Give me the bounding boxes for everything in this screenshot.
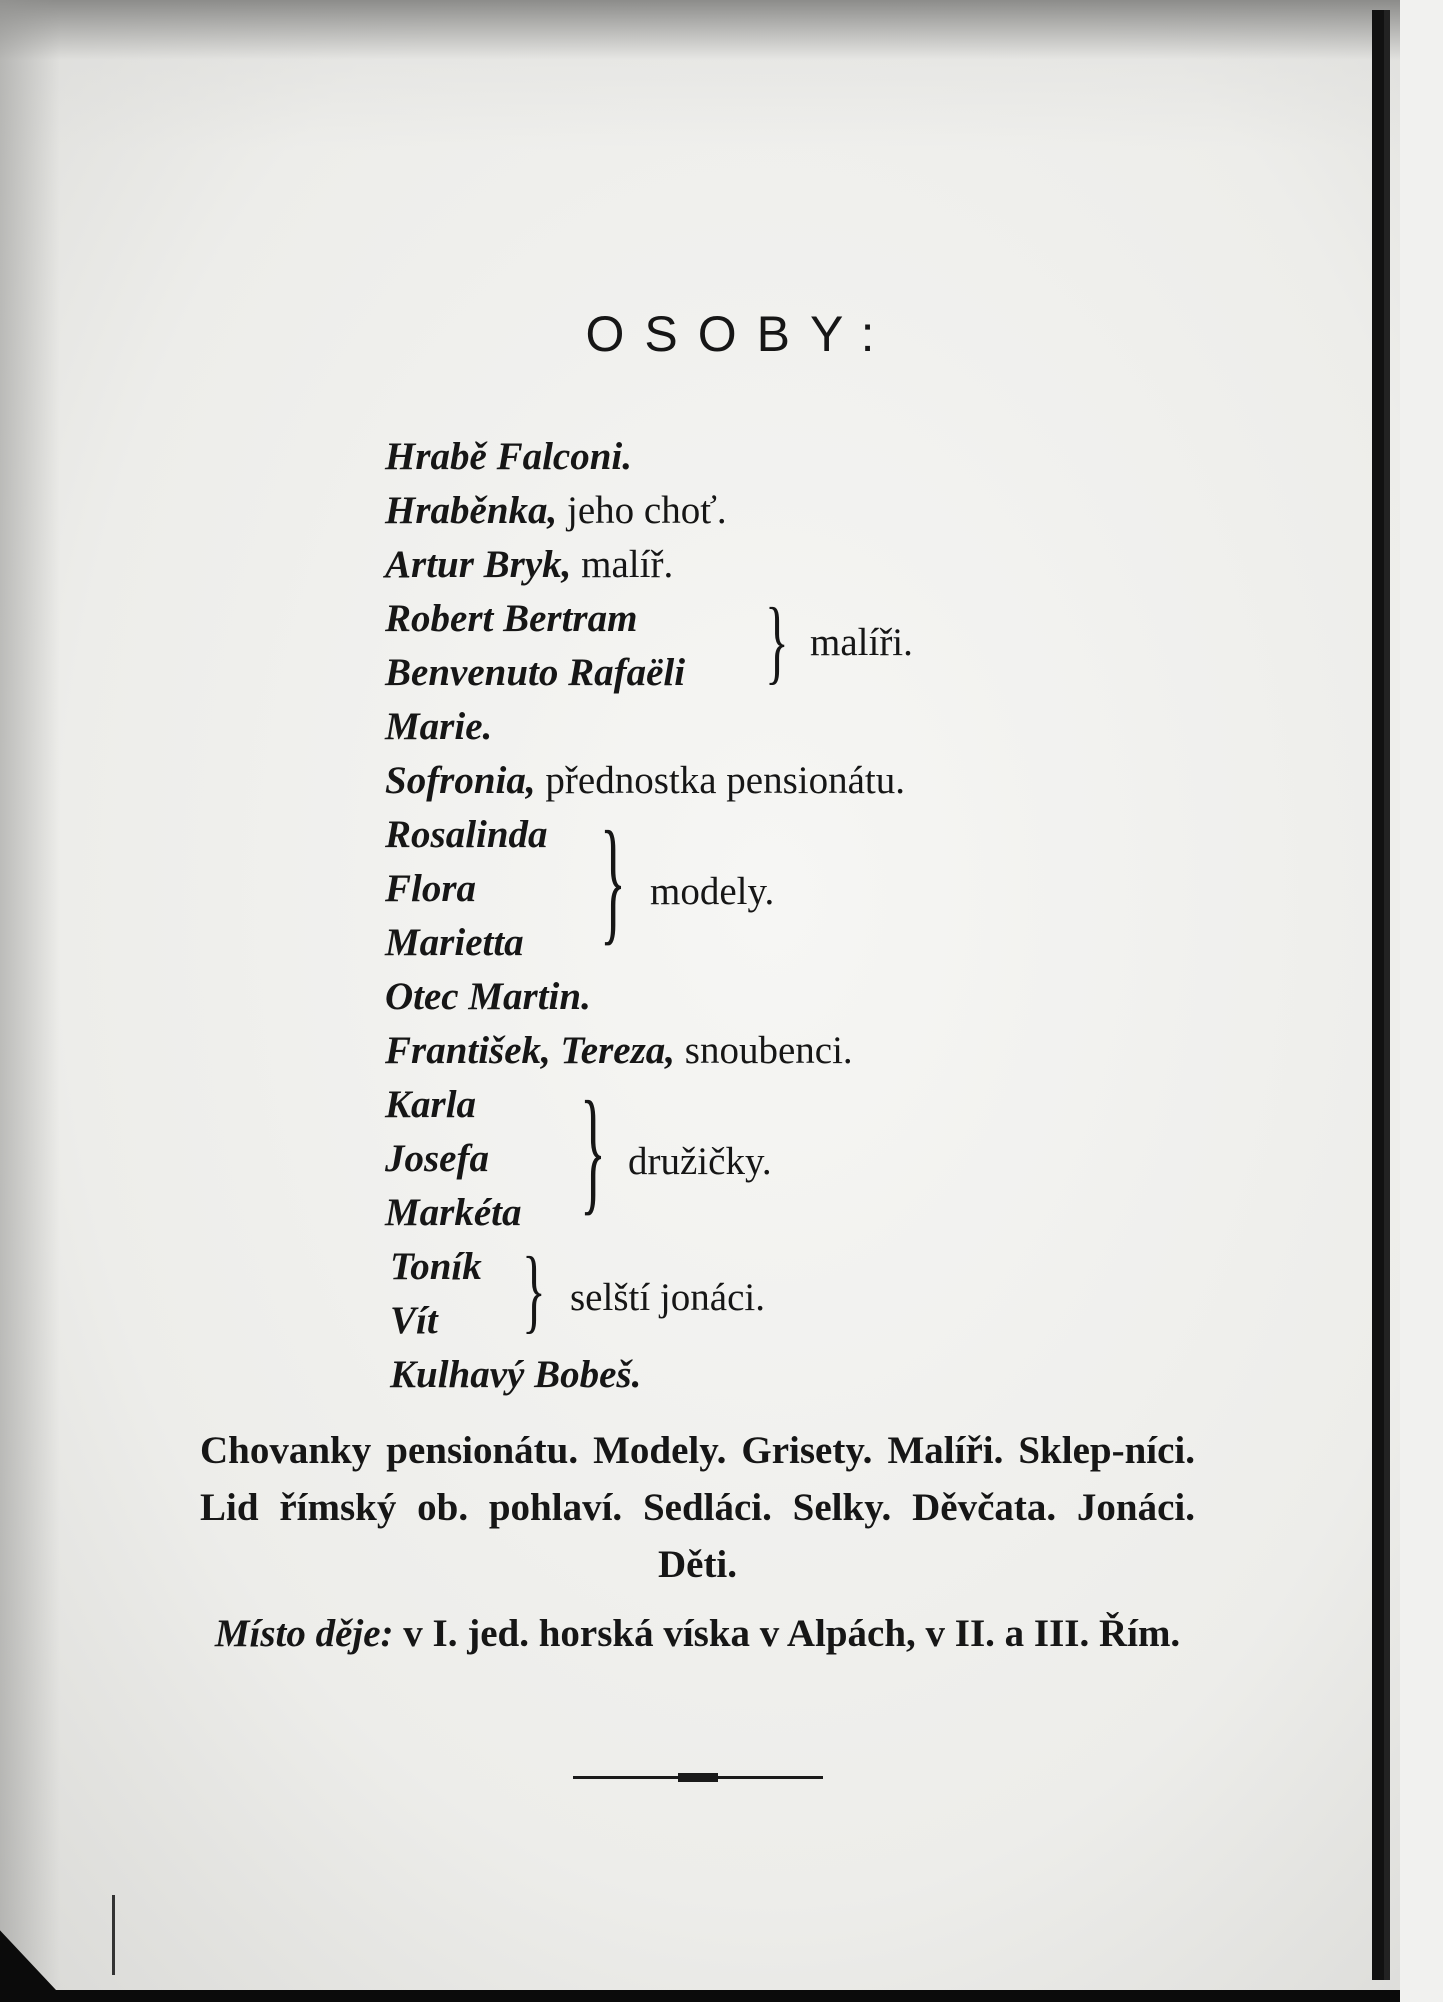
cast-line <box>385 1085 476 1124</box>
character-desc: snoubenci. <box>675 1029 853 1072</box>
character-name: Marie. <box>385 705 493 748</box>
cast-line <box>385 491 727 530</box>
cast-line <box>390 1355 641 1394</box>
ornamental-rule-center <box>678 1773 718 1782</box>
character-desc: přednostka pensionátu. <box>535 759 905 802</box>
cast-line <box>390 1247 482 1286</box>
character-name: Benvenuto Rafaëli <box>385 651 686 694</box>
character-name: Robert Bertram <box>385 597 638 640</box>
character-desc: malíř. <box>571 543 674 586</box>
cast-line <box>385 977 591 1016</box>
cast-line <box>390 1301 438 1340</box>
character-name: Artur Bryk, <box>385 543 572 586</box>
character-name: Hraběnka, <box>385 489 558 532</box>
group-label-painters: malíři. <box>810 621 913 664</box>
cast-line <box>385 599 637 638</box>
character-name: Karla <box>385 1083 477 1126</box>
cast-line <box>385 869 476 908</box>
brace-bridesmaids: } <box>580 1074 606 1228</box>
character-name: Markéta <box>385 1191 522 1234</box>
brace-lads: } <box>522 1238 546 1343</box>
cast-line <box>385 1139 489 1178</box>
cast-line <box>385 653 685 692</box>
character-name: Marietta <box>385 921 524 964</box>
cast-line <box>385 707 492 746</box>
brace-models: } <box>600 804 626 958</box>
page-top-shading <box>0 0 1400 150</box>
cast-line <box>385 815 548 854</box>
character-name: Vít <box>390 1299 438 1342</box>
cast-line <box>385 923 524 962</box>
cast-line <box>385 761 905 800</box>
character-name: Rosalinda <box>385 813 548 856</box>
place-label: Místo děje: <box>214 1612 394 1655</box>
page-title: OSOBY: <box>585 306 895 362</box>
group-label-lads: selští jonáci. <box>570 1276 765 1319</box>
page-left-shading <box>0 0 60 1990</box>
character-name: František, Tereza, <box>385 1029 676 1072</box>
brace-painters: } <box>765 589 789 694</box>
place-of-action <box>200 1605 1195 1662</box>
character-name: Toník <box>390 1245 482 1288</box>
character-name: Sofronia, <box>385 759 536 802</box>
margin-mark <box>112 1895 115 1975</box>
cast-line <box>385 545 673 584</box>
extras-paragraph: Chovanky pensionátu. Modely. Grisety. Malíři. Sklep-níci. Lid římský ob. pohlaví. Sedláci. Selky. Děvčata. Jonáci. Děti. <box>200 1429 1195 1586</box>
character-name: Otec Martin. <box>385 975 591 1018</box>
group-label-models: modely. <box>650 870 775 913</box>
next-page-edge <box>1400 0 1443 2002</box>
group-label-bridesmaids: družičky. <box>628 1140 772 1183</box>
character-desc: jeho choť. <box>557 489 727 532</box>
cast-line <box>385 1031 853 1070</box>
character-name: Josefa <box>385 1137 489 1180</box>
character-name: Hrabě Falconi. <box>385 435 633 478</box>
character-name: Kulhavý Bobeš. <box>390 1353 642 1396</box>
cast-line <box>385 437 632 476</box>
place-text: v I. jed. horská víska v Alpách, v II. a III. Řím. <box>393 1612 1181 1655</box>
cast-line <box>385 1193 522 1232</box>
character-name: Flora <box>385 867 477 910</box>
